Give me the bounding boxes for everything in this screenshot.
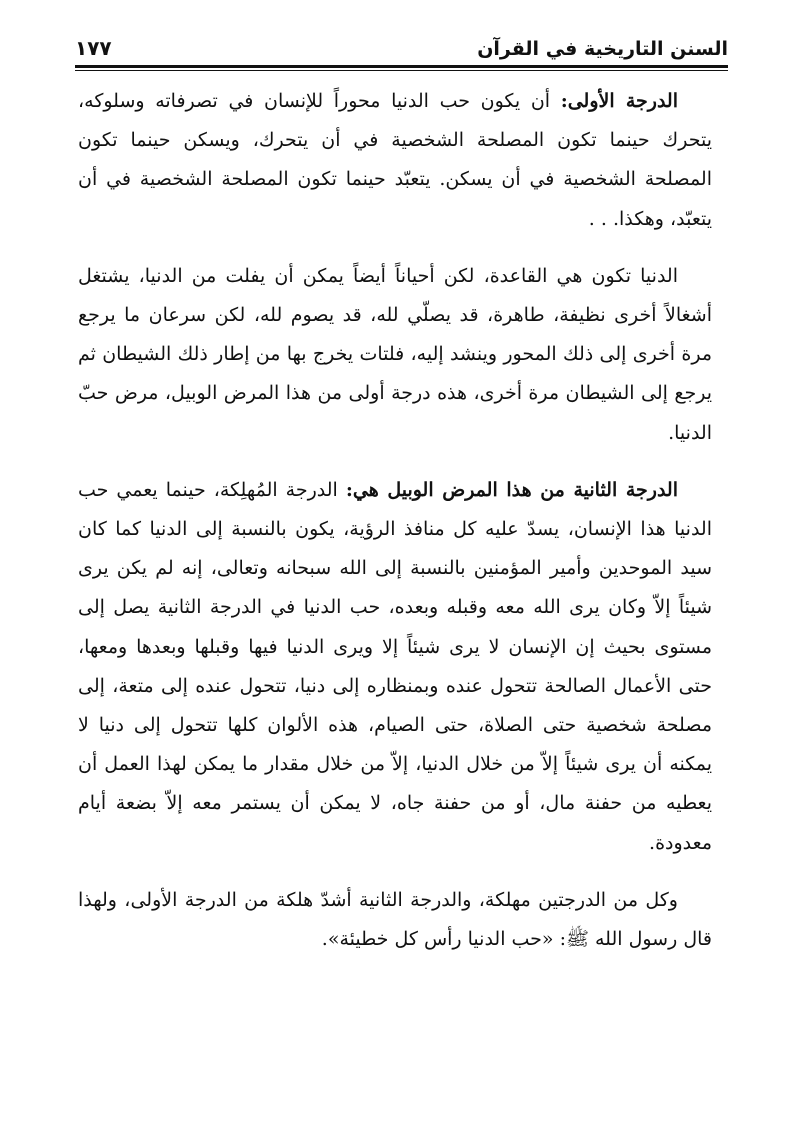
- header-title: السنن التاريخية في القرآن: [477, 38, 728, 60]
- header-rule-thick: [75, 65, 728, 68]
- paragraph-text: وكل من الدرجتين مهلكة، والدرجة الثانية أشدّ هلكة من الدرجة الأولى، ولهذا قال رسول الله ﷺ: «حب الدنيا رأس كل خطيئة».: [78, 888, 712, 951]
- paragraph-conclusion: [78, 881, 712, 959]
- paragraph-first-degree: [78, 82, 712, 239]
- paragraph-world-base: [78, 257, 712, 453]
- paragraph-text: الدرجة المُهلِكة، حينما يعمي حب الدنيا هذا الإنسان، يسدّ عليه كل منافذ الرؤية، يكون بالنسبة إلى الدنيا كما كان سيد الموحدين وأمير المؤمنين بالنسبة إلى الله سبحانه وتعالى، إنه لم يكن يرى شيئاً إلاّ وكان يرى الله معه وقبله وبعده، حب الدنيا في الدرجة الثانية يصل إلى مستوى بحيث إن الإنسان لا يرى شيئاً إلا ويرى الدنيا فيها وقبلها وبعدها ومعها، حتى الأعمال الصالحة تتحول عنده وبمنظاره إلى دنيا، تتحول عنده إلى متعة، إلى مصلحة شخصية حتى الصلاة، حتى الصيام، هذه الألوان كلها تتحول إلى دنيا لا يمكنه أن يرى شيئاً إلاّ من خلال الدنيا، إلاّ من خلال مقدار ما يمكن لهذا العمل أن يعطيه من حفنة مال، أو من حفنة جاه، لا يمكن أن يستمر معه إلاّ بضعة أيام معدودة.: [78, 478, 712, 854]
- running-header: [75, 32, 728, 60]
- page-number: ١٧٧: [75, 36, 112, 60]
- paragraph-text: الدنيا تكون هي القاعدة، لكن أحياناً أيضاً يمكن أن يفلت من الدنيا، يشتغل أشغالاً أخرى نظيفة، طاهرة، قد يصلّي لله، قد يصوم لله، لكن سرعان ما يرجع مرة أخرى إلى ذلك المحور وينشد إليه، فلتات يخرج بها من إطار ذلك الشيطان ثم يرجع إلى الشيطان مرة أخرى، هذه درجة أولى من هذا المرض الوبيل، مرض حبّ الدنيا.: [78, 264, 712, 444]
- paragraph-lead: الدرجة الأولى:: [560, 90, 678, 112]
- body-text: [78, 82, 712, 977]
- paragraph-text: أن يكون حب الدنيا محوراً للإنسان في تصرفاته وسلوكه، يتحرك حينما تكون المصلحة الشخصية في أن يتحرك، ويسكن حينما تكون المصلحة الشخصية في أن يسكن. يتعبّد حينما تكون المصلحة الشخصية في أن يتعبّد، وهكذا. . .: [78, 90, 712, 230]
- paragraph-second-degree: [78, 471, 712, 863]
- paragraph-lead: الدرجة الثانية من هذا المرض الوبيل هي:: [345, 478, 678, 501]
- header-rule-thin: [75, 70, 728, 71]
